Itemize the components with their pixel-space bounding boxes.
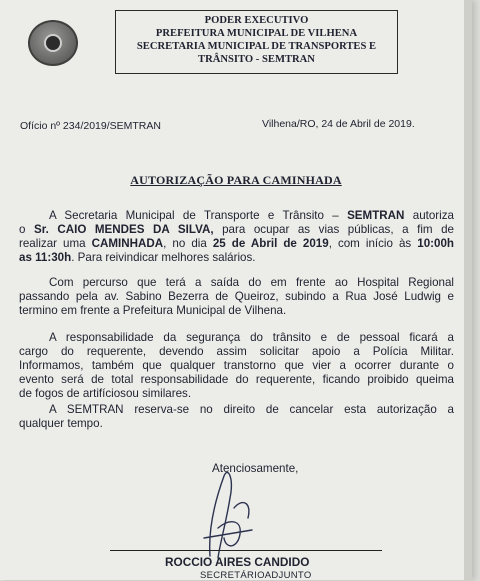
place-date: Vilhena/RO, 24 de Abril de 2019.: [262, 118, 415, 130]
p1-line-4: [19, 251, 454, 265]
reference-number: Ofício nº 234/2019/SEMTRAN: [20, 120, 161, 132]
p2-line-2: passando pela av. Sabino Bezerra de Queiroz, subindo a Rua José Ludwig e: [19, 290, 454, 303]
paper-edge: [464, 0, 472, 580]
p1-text-d: o: [19, 223, 34, 236]
p2-line-1: Com percurso que terá a saída do em frente ao Hospital Regional: [49, 276, 454, 289]
p1-text-i: , no dia: [163, 237, 213, 250]
p1-event-type: CAMINHADA: [91, 237, 164, 250]
closing-salutation: Atenciosamente,: [212, 462, 299, 475]
paragraph-authorization: [19, 209, 454, 265]
signature-line: [110, 550, 382, 551]
letterhead-line-4: TRÂNSITO - SEMTRAN: [198, 54, 315, 65]
paragraph-responsibility: [19, 331, 454, 401]
p1-text-k: , com início às: [328, 237, 418, 250]
p1-text-n: . Para reivindicar melhores salários.: [71, 251, 256, 264]
p1-line-3: [19, 237, 454, 251]
p1-text-f: para ocupar as vias públicas, a fim de: [213, 223, 454, 236]
p3-line-4: evento será de total responsabilidade do requerente, ficando proibido queima: [19, 373, 454, 386]
p1-semtran: SEMTRAN: [347, 209, 405, 222]
p1-text-g: realizar uma: [19, 237, 92, 250]
p1-text-c: autoriza: [404, 209, 454, 222]
letterhead-line-2: PREFEITURA MUNICIPAL DE VILHENA: [155, 28, 358, 39]
paragraph-route: [19, 276, 454, 318]
p1-event-date: 25 de Abril de 2019: [212, 237, 329, 250]
p1-requester-name: Sr. CAIO MENDES DA SILVA,: [34, 223, 214, 236]
handwritten-signature: [190, 468, 270, 563]
paragraph-cancellation: [19, 403, 454, 431]
letterhead: [115, 10, 398, 74]
municipal-seal-icon: [28, 20, 78, 66]
p1-line-1: [19, 209, 454, 223]
signer-name: ROCCIO AIRES CANDIDO: [165, 555, 310, 569]
p1-text-a: A Secretaria Municipal de Transporte e Trânsito –: [49, 209, 348, 222]
seal-emblem: [44, 34, 62, 52]
p4-line-2: qualquer tempo.: [19, 417, 103, 430]
p3-line-3: Informamos, também que qualquer transtorno que vier a ocorrer durante o: [19, 359, 454, 372]
p1-start-time: 10:00h: [417, 237, 454, 250]
p3-line-2: cargo do requerente, devendo assim solicitar apoio a Polícia Militar.: [19, 345, 454, 358]
p1-line-2: [19, 223, 454, 237]
signer-role: SECRETÁRIOADJUNTO: [200, 570, 312, 581]
p4-line-1: A SEMTRAN reserva-se no direito de cancelar esta autorização a: [49, 403, 454, 416]
p3-line-1: A responsabilidade da segurança do trânsito e de pessoal ficará a: [49, 331, 454, 344]
p3-line-5: de fogos de artifíciosou similares.: [19, 387, 192, 400]
letterhead-line-1: PODER EXECUTIVO: [204, 15, 309, 26]
p2-line-3: termino em frente a Prefeitura Municipal de Vilhena.: [19, 304, 287, 317]
letterhead-line-3: SECRETARIA MUNICIPAL DE TRANSPORTES E: [136, 41, 377, 52]
document-title: AUTORIZAÇÃO PARA CAMINHADA: [130, 173, 342, 187]
p1-end-time: as 11:30h: [19, 251, 72, 264]
